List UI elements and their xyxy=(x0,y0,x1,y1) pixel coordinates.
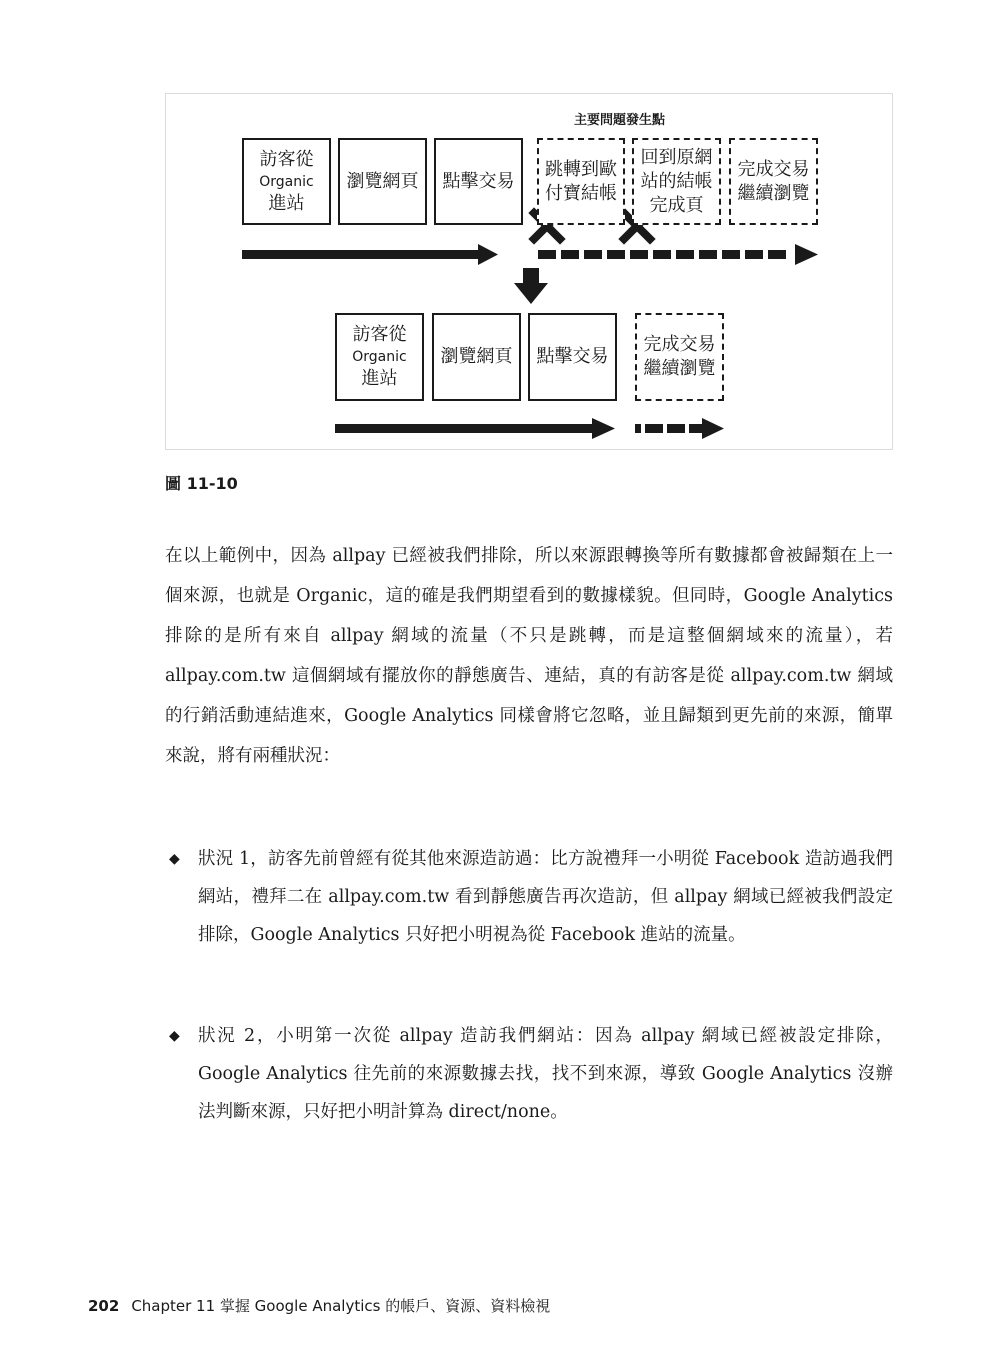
down-arrow xyxy=(514,268,548,304)
box-line: 點擊交易 xyxy=(442,170,515,192)
top-box-click-transaction xyxy=(434,138,523,225)
figure-caption: 圖 11-10 xyxy=(165,474,238,493)
top-box-finish-continue xyxy=(729,138,818,225)
bottom-box-browse xyxy=(432,313,521,401)
box-line: 完成交易 xyxy=(737,158,810,180)
box-line: 進站 xyxy=(268,192,305,214)
body-paragraph: 在以上範例中，因為 allpay 已經被我們排除，所以來源跟轉換等所有數據都會被歸類在上一個來源，也就是 Organic，這的確是我們期望看到的數據樣貌。但同時，Google Analytics 排除的是所有來自 allpay 網域的流量（不只是跳轉，而是這整個網域來的流量），若 allpay.com.tw 這個網域有擺放你的靜態廣告、連結，真的有訪客是從 allpay.com.tw 網域的行銷活動連結進來，Google Analytics 同樣會將它忽略，並且歸類到更先前的來源，簡單來說，將有兩種狀況： xyxy=(165,546,893,766)
top-solid-arrow xyxy=(242,244,498,265)
bullet-text: 狀況 1，訪客先前曾經有從其他來源造訪過：比方說禮拜一小明從 Facebook 造訪過我們網站，禮拜二在 allpay.com.tw 看到靜態廣告再次造訪，但 allpay 網域已經被我們設定排除，Google Analytics 只好把小明視為從 Facebook 進站的流量。 xyxy=(198,849,893,945)
box-line: 付寶結帳 xyxy=(545,182,617,204)
flow-diagram xyxy=(165,93,893,450)
box-line: 訪客從 xyxy=(259,148,314,170)
diamond-bullet-icon: ◆ xyxy=(169,851,180,867)
box-line: 瀏覽網頁 xyxy=(440,346,513,367)
diamond-bullet-icon: ◆ xyxy=(169,1028,180,1044)
box-line: 站的結帳 xyxy=(640,170,713,192)
bullet-item-2 xyxy=(165,1017,893,1131)
box-line: 跳轉到歐 xyxy=(545,158,617,180)
bottom-box-organic-entry xyxy=(335,313,424,401)
box-line: 繼續瀏覽 xyxy=(737,182,810,204)
box-line: 繼續瀏覽 xyxy=(643,358,716,379)
chapter-title: Chapter 11 掌握 Google Analytics 的帳戶、資源、資料檢視 xyxy=(131,1297,551,1315)
box-line: 回到原網 xyxy=(640,146,713,168)
bottom-solid-arrow xyxy=(335,418,615,439)
box-line: 進站 xyxy=(361,368,398,389)
box-line: 完成交易 xyxy=(643,334,716,355)
bottom-box-finish-continue xyxy=(635,313,724,401)
top-dashed-arrow xyxy=(538,244,818,265)
box-line: Organic xyxy=(352,349,407,365)
box-line: 點擊交易 xyxy=(536,346,609,367)
top-box-browse xyxy=(338,138,427,225)
top-box-redirect-payment xyxy=(537,138,625,225)
page-number: 202 xyxy=(88,1297,120,1315)
box-line: Organic xyxy=(259,173,314,190)
page-footer xyxy=(88,1295,550,1316)
box-line: 瀏覽網頁 xyxy=(346,170,419,192)
bullet-text: 狀況 2，小明第一次從 allpay 造訪我們網站：因為 allpay 網域已經被設定排除，Google Analytics 往先前的來源數據去找，找不到來源，導致 Google Analytics 沒辦法判斷來源，只好把小明計算為 direct/none。 xyxy=(198,1026,893,1122)
main-problem-label: 主要問題發生點 xyxy=(574,113,666,128)
box-line: 完成頁 xyxy=(649,194,704,216)
bottom-box-click-transaction xyxy=(528,313,617,401)
box-line: 訪客從 xyxy=(352,324,407,345)
top-box-return-complete xyxy=(632,138,721,225)
bottom-dashed-arrow xyxy=(635,418,724,439)
top-box-organic-entry xyxy=(242,138,331,225)
bullet-item-1 xyxy=(165,840,893,954)
